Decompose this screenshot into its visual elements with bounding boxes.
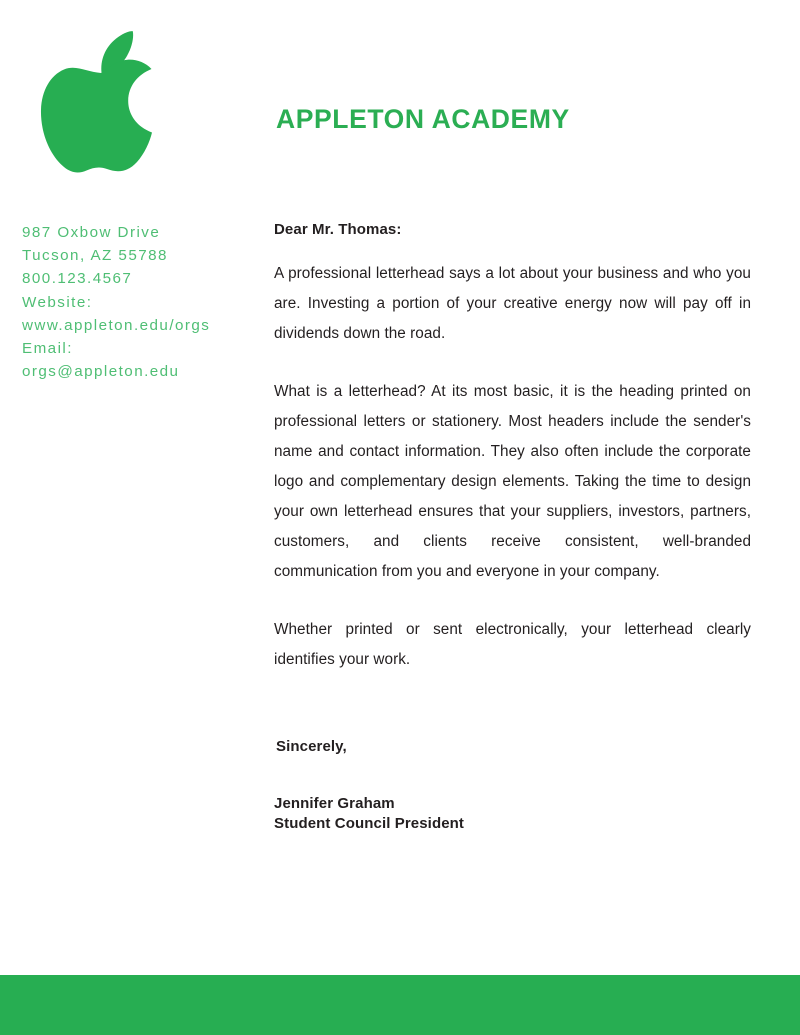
footer-bar xyxy=(0,975,800,1035)
contact-phone: 800.123.4567 xyxy=(22,270,133,288)
letter-body xyxy=(274,220,751,832)
contact-city-state-zip: Tucson, AZ 55788 xyxy=(22,247,168,265)
letter-paragraph-1: A professional letterhead says a lot about your business and who you are. Investing a portion of your creative energy now will pay off in dividends down the road. xyxy=(274,265,751,342)
letter-paragraph-2: What is a letterhead? At its most basic, it is the heading printed on professional letters or stationery. Most headers include the sender's name and contact information. They also often include the corporate logo and complementary design elements. Taking the time to design your own letterhead ensures that your suppliers, investors, partners, customers, and clients receive consistent, well-branded communication from you and everyone in your company. xyxy=(274,383,751,580)
contact-block xyxy=(22,221,258,383)
apple-logo-icon xyxy=(40,28,164,174)
contact-email-label: Email: xyxy=(22,340,73,358)
signature-block xyxy=(274,794,464,833)
contact-website-label: Website: xyxy=(22,293,93,311)
contact-email[interactable]: orgs@appleton.edu xyxy=(22,363,180,381)
letter-closing: Sincerely, xyxy=(276,738,347,755)
signature-name: Jennifer Graham xyxy=(274,795,395,812)
signature-title: Student Council President xyxy=(274,814,465,832)
letter-salutation: Dear Mr. Thomas: xyxy=(274,221,402,238)
letter-paragraph-3: Whether printed or sent electronically, your letterhead clearly identifies your work. xyxy=(274,621,751,668)
contact-street: 987 Oxbow Drive xyxy=(22,224,161,241)
contact-website[interactable]: www.appleton.edu/orgs xyxy=(22,316,211,334)
organization-title: APPLETON ACADEMY xyxy=(276,104,570,134)
